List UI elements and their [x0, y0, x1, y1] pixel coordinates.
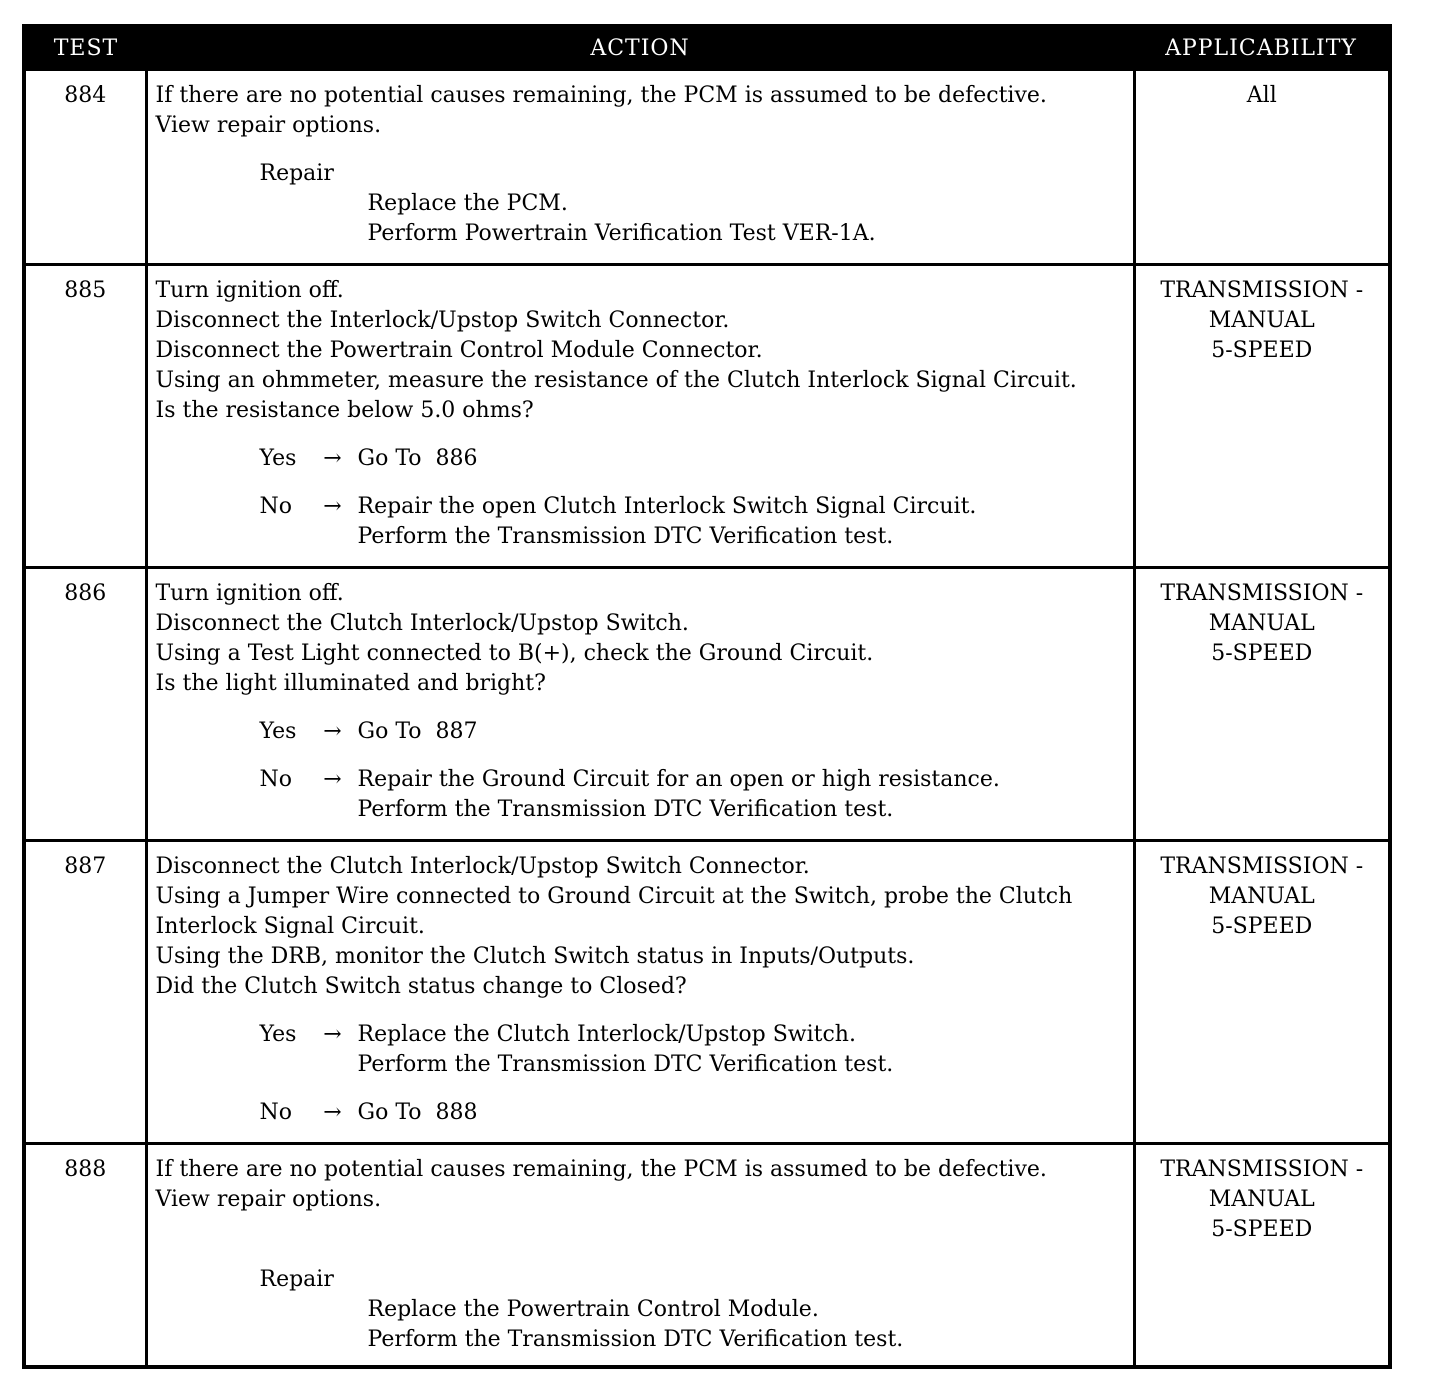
action-step: Is the resistance below 5.0 ohms? [155, 398, 534, 423]
action-step: Disconnect the Clutch Interlock/Upstop Switch. [155, 611, 689, 636]
no-branch [156, 492, 1125, 552]
table-row-888 [24, 1144, 1390, 1368]
action-cell [146, 568, 1134, 841]
no-label: No [259, 494, 292, 519]
no-branch [156, 1098, 1125, 1128]
diagnostic-test-table [22, 24, 1392, 1369]
applicability-line: MANUAL [1208, 308, 1315, 333]
repair-label: Repair [259, 161, 334, 186]
action-step: Using a Jumper Wire connected to Ground Circuit at the Switch, probe the Clutch [155, 884, 1073, 909]
applicability-line: TRANSMISSION - [1160, 581, 1364, 606]
applicability-line: All [1246, 83, 1277, 108]
yes-label: Yes [259, 1022, 297, 1047]
action-step: Using the DRB, monitor the Clutch Switch status in Inputs/Outputs. [155, 944, 915, 969]
action-step: Disconnect the Powertrain Control Module Connector. [155, 338, 763, 363]
goto-label: Go To [357, 1100, 422, 1125]
applicability-cell [1134, 265, 1390, 568]
table-row-884 [24, 70, 1390, 265]
applicability-cell [1134, 70, 1390, 265]
right-arrow-icon: → [323, 1022, 342, 1047]
applicability-line: TRANSMISSION - [1160, 854, 1364, 879]
test-number: 887 [24, 841, 146, 1144]
repair-block [156, 159, 1125, 249]
repair-block [156, 1265, 1125, 1355]
branch-line: Perform the Transmission DTC Verification test. [357, 797, 894, 822]
action-step: View repair options. [155, 113, 382, 138]
branch-line: Perform the Transmission DTC Verification test. [357, 1052, 894, 1077]
action-cell [146, 265, 1134, 568]
action-step: Using an ohmmeter, measure the resistance of the Clutch Interlock Signal Circuit. [155, 368, 1077, 393]
yes-label: Yes [259, 446, 297, 471]
action-step: Disconnect the Interlock/Upstop Switch Connector. [155, 308, 730, 333]
test-number: 886 [24, 568, 146, 841]
branch-line: Repair the Ground Circuit for an open or high resistance. [357, 767, 1000, 792]
test-number: 888 [24, 1144, 146, 1368]
action-cell [146, 841, 1134, 1144]
branch-line: Repair the open Clutch Interlock Switch Signal Circuit. [357, 494, 977, 519]
action-cell [146, 1144, 1134, 1368]
table-row-886 [24, 568, 1390, 841]
branch-line: Replace the Clutch Interlock/Upstop Switch. [357, 1022, 856, 1047]
applicability-cell [1134, 1144, 1390, 1368]
goto-label: Go To [357, 719, 422, 744]
table-row-887 [24, 841, 1390, 1144]
action-step: Using a Test Light connected to B(+), check the Ground Circuit. [155, 641, 874, 666]
test-number: 885 [24, 265, 146, 568]
applicability-line: 5-SPEED [1211, 1217, 1313, 1242]
table-row-885 [24, 265, 1390, 568]
repair-label: Repair [259, 1267, 334, 1292]
applicability-cell [1134, 841, 1390, 1144]
no-branch [156, 765, 1125, 825]
no-label: No [259, 1100, 292, 1125]
action-step: View repair options. [155, 1187, 382, 1212]
applicability-line: MANUAL [1208, 884, 1315, 909]
action-step: Disconnect the Clutch Interlock/Upstop Switch Connector. [155, 854, 810, 879]
repair-step: Perform Powertrain Verification Test VER-1A. [367, 221, 876, 246]
right-arrow-icon: → [323, 446, 342, 471]
yes-label: Yes [259, 719, 297, 744]
applicability-cell [1134, 568, 1390, 841]
applicability-line: 5-SPEED [1211, 914, 1313, 939]
yes-branch [156, 444, 1125, 474]
applicability-line: 5-SPEED [1211, 641, 1313, 666]
applicability-line: MANUAL [1208, 1187, 1315, 1212]
goto-target: 886 [435, 446, 478, 471]
goto-target: 888 [435, 1100, 478, 1125]
action-step: Interlock Signal Circuit. [155, 914, 425, 939]
branch-line: Perform the Transmission DTC Verification test. [357, 524, 894, 549]
applicability-line: TRANSMISSION - [1160, 278, 1364, 303]
goto-label: Go To [357, 446, 422, 471]
action-step: Turn ignition off. [155, 278, 344, 303]
repair-step: Replace the PCM. [367, 191, 568, 216]
action-step: If there are no potential causes remaining, the PCM is assumed to be defective. [155, 83, 1047, 108]
action-step: Turn ignition off. [155, 581, 344, 606]
right-arrow-icon: → [323, 767, 342, 792]
header-test: TEST [24, 26, 146, 70]
right-arrow-icon: → [323, 494, 342, 519]
test-number: 884 [24, 70, 146, 265]
repair-step: Replace the Powertrain Control Module. [367, 1297, 819, 1322]
action-step: Is the light illuminated and bright? [155, 671, 546, 696]
applicability-line: 5-SPEED [1211, 338, 1313, 363]
applicability-line: MANUAL [1208, 611, 1315, 636]
no-label: No [259, 767, 292, 792]
action-cell [146, 70, 1134, 265]
repair-step: Perform the Transmission DTC Verification test. [367, 1327, 904, 1352]
yes-branch [156, 717, 1125, 747]
header-applicability: APPLICABILITY [1134, 26, 1390, 70]
goto-target: 887 [435, 719, 478, 744]
right-arrow-icon: → [323, 719, 342, 744]
action-step: Did the Clutch Switch status change to Closed? [155, 974, 687, 999]
action-step: If there are no potential causes remaining, the PCM is assumed to be defective. [155, 1157, 1047, 1182]
yes-branch [156, 1020, 1125, 1080]
table-header-row [24, 26, 1390, 70]
right-arrow-icon: → [323, 1100, 342, 1125]
applicability-line: TRANSMISSION - [1160, 1157, 1364, 1182]
header-action: ACTION [146, 26, 1134, 70]
